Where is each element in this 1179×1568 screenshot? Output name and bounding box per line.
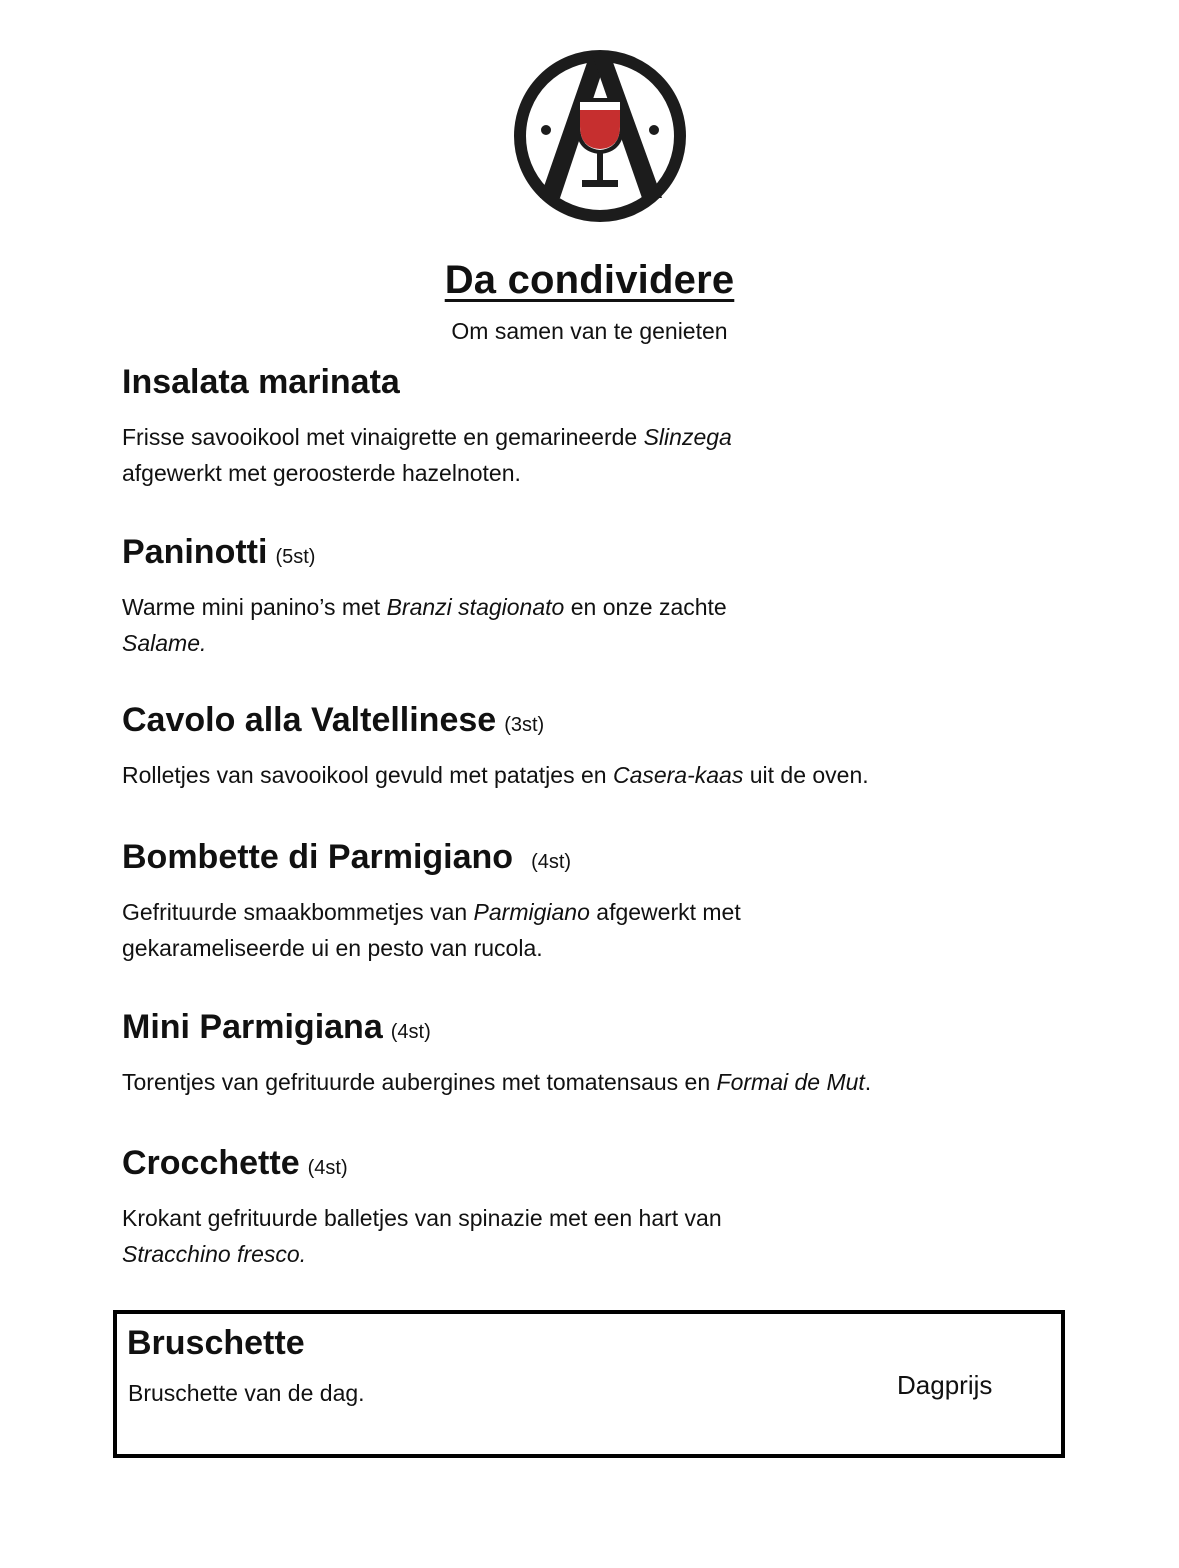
dish-name: Crocchette (4st) xyxy=(122,1144,348,1182)
dish-count: (3st) xyxy=(504,714,545,736)
page-title: Da condividere xyxy=(444,258,735,302)
featured-description: Bruschette van de dag. xyxy=(128,1380,365,1406)
menu-item xyxy=(122,362,982,491)
dish-count: (4st) xyxy=(531,851,572,873)
wine-glass-a-logo-icon xyxy=(512,48,688,224)
dish-name: Paninotti (5st) xyxy=(122,533,316,571)
dish-name: Mini Parmigiana (4st) xyxy=(122,1008,431,1046)
menu-item xyxy=(122,837,982,966)
menu-item xyxy=(122,700,982,793)
featured-price: Dagprijs xyxy=(897,1370,993,1400)
dish-count: (4st) xyxy=(307,1157,348,1179)
menu-item xyxy=(122,1007,982,1100)
menu-item xyxy=(122,532,982,661)
dish-count: (4st) xyxy=(390,1021,431,1043)
dish-name: Cavolo alla Valtellinese (3st) xyxy=(122,701,545,739)
dish-description: Rolletjes van savooikool gevuld met patatjes en Casera-kaas uit de oven. xyxy=(122,762,869,788)
dish-description: Frisse savooikool met vinaigrette en gemarineerde Slinzega afgewerkt met geroosterde hazelnoten. xyxy=(122,424,732,486)
featured-name: Bruschette xyxy=(127,1324,305,1362)
dish-description: Krokant gefrituurde balletjes van spinazie met een hart van Stracchino fresco. xyxy=(122,1205,722,1267)
featured-item-box xyxy=(113,1310,1065,1458)
dish-count: (5st) xyxy=(275,546,316,568)
page-subtitle: Om samen van te genieten xyxy=(451,318,728,344)
dish-description: Torentjes van gefrituurde aubergines met tomatensaus en Formai de Mut. xyxy=(122,1069,872,1095)
dish-description: Gefrituurde smaakbommetjes van Parmigiano afgewerkt met gekarameliseerde ui en pesto van rucola. xyxy=(122,899,741,961)
menu-item xyxy=(122,1143,982,1272)
dish-description: Warme mini panino’s met Branzi stagionato en onze zachte Salame. xyxy=(122,594,727,656)
dish-name: Bombette di Parmigiano (4st) xyxy=(122,838,572,876)
dish-name: Insalata marinata xyxy=(122,363,400,401)
